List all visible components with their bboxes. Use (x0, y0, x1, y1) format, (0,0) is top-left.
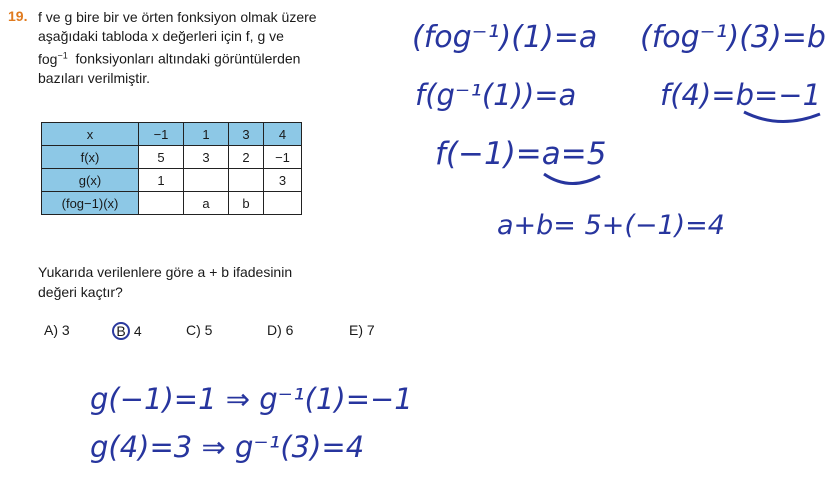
table-cell: 5 (139, 146, 184, 169)
handwriting-line-6: g(4)=3 ⇒ g⁻¹(3)=4 (90, 430, 365, 464)
table-header-row (42, 123, 302, 146)
stem-line-1: f ve g bire bir ve örten fonksiyon olmak üzere (38, 9, 317, 25)
question-stem (38, 8, 317, 88)
choice-e[interactable]: E) 7 (349, 322, 375, 338)
stem-line-3: fog$^{-1}$ fonksiyonları altındaki görüntülerden (38, 50, 301, 67)
table-cell: a (184, 192, 229, 215)
choice-b[interactable]: B 4 (112, 322, 142, 340)
table-cell: 3 (264, 169, 302, 192)
row-label: (fog−1)(x) (42, 192, 139, 215)
underline-mark (740, 108, 824, 130)
handwriting-line-1a: (fog⁻¹)(1)=a (412, 20, 598, 55)
follow-up-line-1: Yukarıda verilenlere göre a + b ifadesinin (38, 264, 293, 280)
handwriting-line-1b: (fog⁻¹)(3)=b (640, 20, 826, 55)
handwriting-line-2a: f(g⁻¹(1))=a (415, 78, 577, 112)
table-header-cell: −1 (139, 123, 184, 146)
table-cell: 1 (139, 169, 184, 192)
underline-mark (540, 170, 604, 192)
stem-line-4: bazıları verilmiştir. (38, 69, 151, 86)
stem-line-2: aşağıdaki tabloda x değerleri için f, g ve (38, 28, 284, 44)
handwriting-line-2b: f(4)=b=−1 (660, 78, 822, 112)
fog-inverse-label: fog$^{-1}$ (38, 50, 68, 67)
table-header-cell: 1 (184, 123, 229, 146)
choice-a[interactable]: A) 3 (44, 322, 70, 338)
follow-up-question (38, 262, 292, 302)
table-row (42, 169, 302, 192)
table-cell (184, 169, 229, 192)
table-cell (264, 192, 302, 215)
table-header-cell: x (42, 123, 139, 146)
table-cell: −1 (264, 146, 302, 169)
handwriting-line-4: a+b= 5+(−1)=4 (497, 210, 725, 241)
row-label: g(x) (42, 169, 139, 192)
table-cell: 3 (184, 146, 229, 169)
handwriting-line-3: f(−1)=a=5 (435, 136, 607, 172)
choice-c[interactable]: C) 5 (186, 322, 213, 338)
table-row (42, 192, 302, 215)
table-row (42, 146, 302, 169)
row-label: f(x) (42, 146, 139, 169)
follow-up-line-2: değeri kaçtır? (38, 284, 123, 300)
table-cell (139, 192, 184, 215)
table-cell (229, 169, 264, 192)
table-header-cell: 3 (229, 123, 264, 146)
values-table (41, 122, 302, 215)
choice-d[interactable]: D) 6 (267, 322, 294, 338)
circled-choice-mark: B (112, 322, 130, 340)
question-number: 19. (8, 8, 28, 24)
handwriting-line-5: g(−1)=1 ⇒ g⁻¹(1)=−1 (90, 382, 413, 416)
table-cell: 2 (229, 146, 264, 169)
table-cell: b (229, 192, 264, 215)
table-header-cell: 4 (264, 123, 302, 146)
